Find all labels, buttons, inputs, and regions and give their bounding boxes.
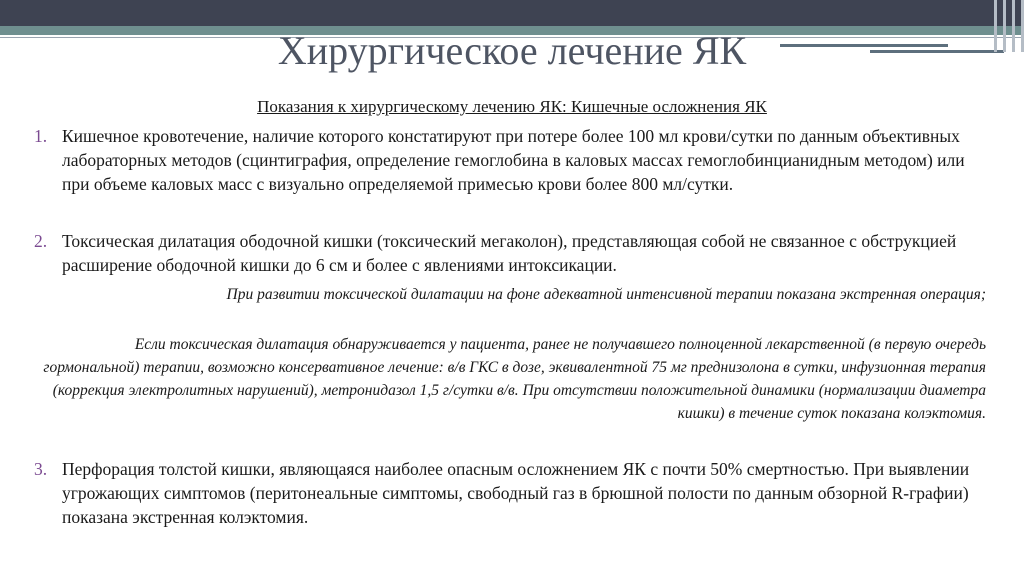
slide-title: Хирургическое лечение ЯК: [277, 28, 747, 73]
italic-note: Если токсическая дилатация обнаруживается у пациента, ранее не получавшего полноценной лекарственной (в первую очередь гормональной) терапии, возможно консервативное лечение: в/в ГКС в дозе, эквивалентной 75 мг преднизолона в сутки, инфузионная терапия (коррекция электролитных нарушений), метронидазол 1,5 г/сутки в/в. При отсутствии положительной динамики (нормализации диаметра кишки) в течение суток показана колэктомия.: [43, 336, 986, 422]
list-item-text: Кишечное кровотечение, наличие которого констатируют при потере более 100 мл крови/сутки по данным объективных лабораторных методов (сцинтиграфия, определение гемоглобина в каловых массах гемоглобинцианидным методом) или при объеме каловых масс с визуально определяемой примесью крови более 800 мл/сутки.: [62, 126, 965, 194]
header-dark-band: [0, 0, 1024, 26]
list-item: [34, 124, 992, 196]
slide-subtitle: Показания к хирургическому лечению ЯК: Кишечные осложнения ЯК: [257, 97, 767, 116]
list-item: [34, 229, 992, 277]
list-number: 3.: [34, 459, 48, 479]
italic-note: При развитии токсической дилатации на фоне адекватной интенсивной терапии показана экстренная операция;: [226, 286, 986, 303]
list-item-text: Перфорация толстой кишки, являющаяся наиболее опасным осложнением ЯК с почти 50% смертностью. При выявлении угрожающих симптомов (перитонеальные симптомы, свободный газ в брюшной полости по данным обзорной R-графии) показана экстренная колэктомия.: [62, 459, 970, 527]
list-number: 1.: [34, 126, 48, 146]
list-number: 2.: [34, 231, 48, 251]
list-item: [34, 457, 992, 529]
list-item-text: Токсическая дилатация ободочной кишки (токсический мегаколон), представляющая собой не связанное с обструкцией расширение ободочной кишки до 6 см и более с явлениями интоксикации.: [62, 231, 957, 275]
